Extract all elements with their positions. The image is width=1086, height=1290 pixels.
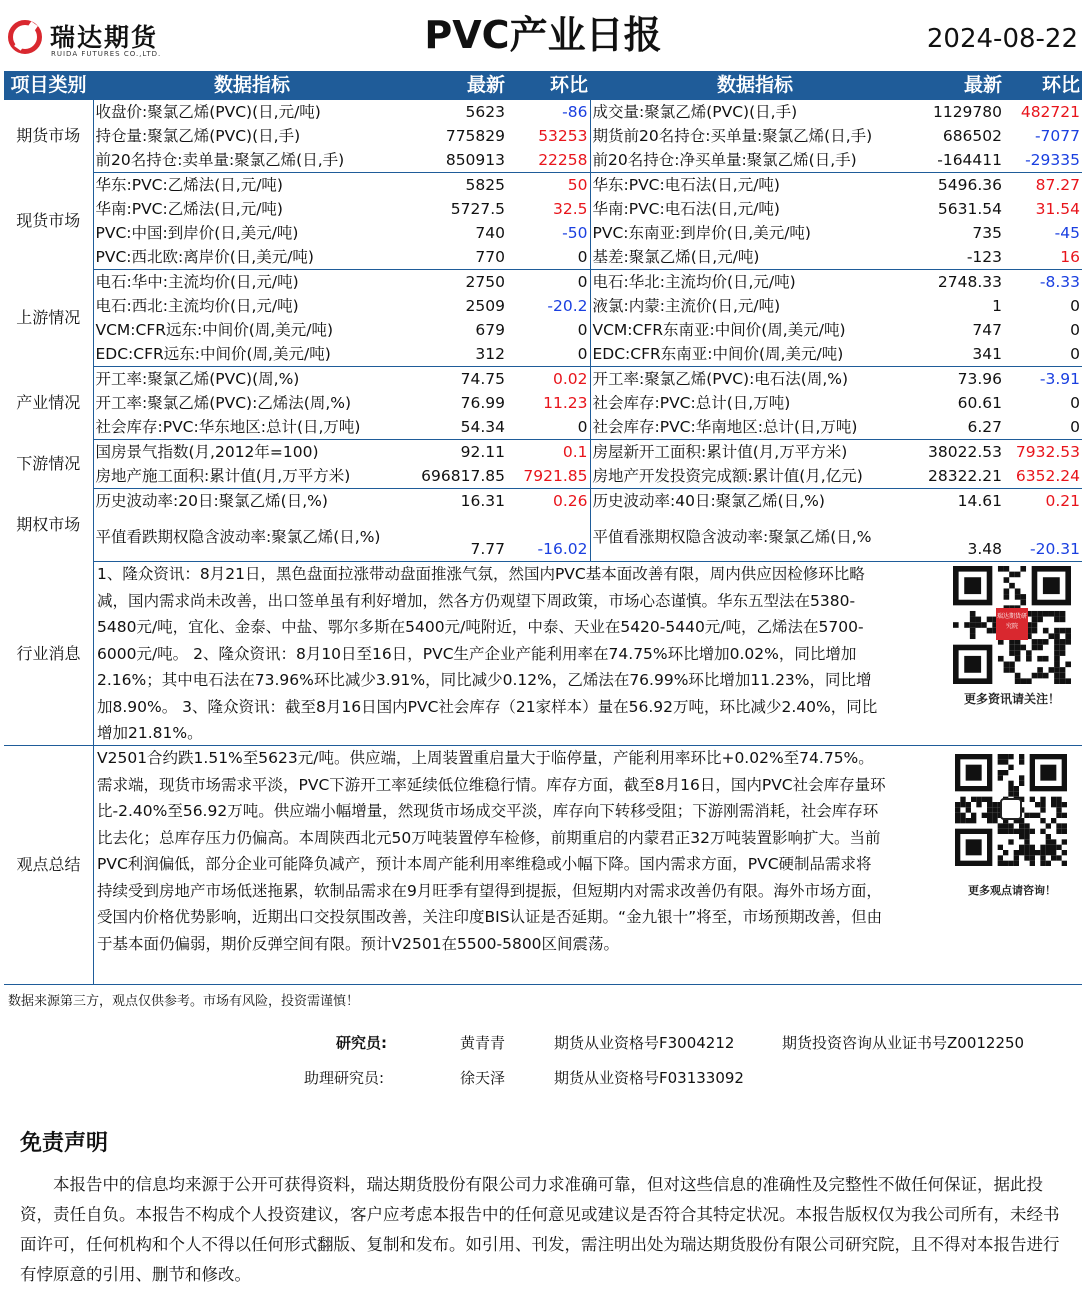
category-cell: 产业情况: [4, 367, 93, 440]
latest-value: 73.96: [957, 370, 1002, 388]
table-row: [4, 100, 1082, 124]
indicator-name: 电石:华中:主流均价(日,元/吨): [95, 273, 299, 291]
change-value: 53253: [507, 124, 590, 148]
change-value: 0: [1070, 394, 1080, 412]
table-row: [4, 391, 1082, 415]
indicator-name: 历史波动率:40日:聚氯乙烯(日,%): [592, 492, 825, 510]
change-value: -50: [507, 221, 590, 245]
col-header: 最新: [411, 71, 507, 100]
col-header: 环比: [1004, 71, 1082, 100]
latest-value: 686502: [942, 127, 1002, 145]
disclaimer-title: 免责声明: [20, 1131, 109, 1156]
latest-value: 735: [972, 224, 1002, 242]
indicator-name: 液氯:内蒙:主流价(日,元/吨): [592, 297, 781, 315]
col-header: 环比: [507, 71, 590, 100]
latest-value: 38022.53: [928, 443, 1002, 461]
report-title: PVC产业日报: [424, 13, 662, 57]
disclaimer-body: 本报告中的信息均来源于公开可获得资料，瑞达期货股份有限公司力求准确可靠，但对这些信息的准确性及完整性不做任何保证，据此投资，责任自负。本报告不构成个人投资建议，客户应考虑本报告中的任何意见或建议是否符合其特定状况。本报告版权仅为我公司所有，未经书面许可，任何机构和个人不得以任何形式翻版、复制和发布。如引用、刊发，需注明出处为瑞达期货股份有限公司研究院，且不得对本报告进行有悖原意的引用、删节和修改。: [20, 1175, 1060, 1284]
latest-value: 2750: [465, 273, 505, 291]
change-value: -20.2: [507, 294, 590, 318]
report-header: [0, 0, 1086, 68]
indicator-name: 社会库存:PVC:华东地区:总计(日,万吨): [93, 415, 411, 440]
change-value: 0: [1070, 321, 1080, 339]
logo-subtext: RUIDA FUTURES CO.,LTD.: [51, 50, 162, 58]
change-value: 0.21: [1045, 492, 1080, 510]
indicator-name: 前20名持仓:净买单量:聚氯乙烯(日,手): [590, 148, 920, 173]
latest-value: 74.75: [460, 370, 505, 388]
change-value: 22258: [507, 148, 590, 173]
latest-value: 770: [411, 245, 507, 270]
latest-value: -164411: [920, 148, 1004, 173]
latest-value: 850913: [411, 148, 507, 173]
table-row: [4, 221, 1082, 245]
indicator-name: 成交量:聚氯乙烯(PVC)(日,手): [592, 103, 798, 121]
assistant-cert: 期货从业资格号F03133092: [554, 1069, 744, 1087]
change-value: -45: [1054, 224, 1080, 242]
category-cell: 上游情况: [4, 270, 93, 367]
news-category: 行业消息: [4, 562, 94, 745]
indicator-name: 开工率:聚氯乙烯(PVC):电石法(周,%): [592, 370, 849, 388]
change-value: 0: [507, 270, 590, 295]
table-row: [4, 440, 1082, 465]
latest-value: 5623: [465, 103, 505, 121]
latest-value: 2748.33: [937, 273, 1002, 291]
indicator-name: VCM:CFR远东:中间价(周,美元/吨): [95, 321, 333, 339]
table-row: [4, 318, 1082, 342]
col-header: 数据指标: [590, 71, 920, 100]
table-row: [4, 124, 1082, 148]
indicator-name: 基差:聚氯乙烯(日,元/吨): [590, 245, 920, 270]
wechat-icon: [1000, 798, 1022, 820]
category-cell: 期权市场: [4, 489, 93, 562]
indicator-name: 收盘价:聚氯乙烯(PVC)(日,元/吨): [95, 103, 321, 121]
indicator-name: 房屋新开工面积:累计值(月,万平方米): [592, 443, 848, 461]
table-row: [4, 197, 1082, 221]
view-text: V2501合约跌1.51%至5623元/吨。供应端，上周装置重启量大于临停量，产能利用率环比+0.02%至74.75%。需求端，现货市场需求平淡，PVC下游开工率延续低位维稳行情。库存方面，截至8月16日，国内PVC社会库存量环比-2.40%至56.92万吨。供应端小幅增量，然现货市场成交平淡，库存向下转移受阻；下游刚需消耗，社会库存环比去化；总库存压力仍偏高。本周陕西北元50万吨装置停车检修，前期重启的内蒙君正32万吨装置影响扩大。当前PVC利润偏低，部分企业可能降负减产，预计本周产能利用率维稳或小幅下降。国内需求方面，PVC硬制品需求将持续受到房地产市场低迷拖累，软制品需求在9月旺季有望得到提振，但短期内对需求改善仍有限。海外市场方面，受国内价格优势影响，近期出口交投氛围改善，关注印度BIS认证是否延期。“金九银十”将至，市场预期改善，但由于基本面仍偏弱，期价反弹空间有限。预计V2501在5500-5800区间震荡。: [97, 749, 886, 953]
change-value: -8.33: [1039, 273, 1080, 291]
change-value: -16.02: [507, 513, 590, 562]
indicator-name: 国房景气指数(月,2012年=100): [95, 443, 319, 461]
indicator-name: 持仓量:聚氯乙烯(PVC)(日,手): [95, 127, 301, 145]
latest-value: -123: [920, 245, 1004, 270]
indicator-name: 华南:PVC:乙烯法(日,元/吨): [95, 200, 283, 218]
qr-center-logo: 瑞达期货研究院: [996, 608, 1028, 640]
change-value: -3.91: [1039, 370, 1080, 388]
qr-caption: 更多资讯请关注！: [963, 692, 1060, 706]
latest-value: 3.48: [920, 513, 1004, 562]
category-cell: 期货市场: [4, 100, 93, 173]
latest-value: 16.31: [460, 492, 505, 510]
indicator-name: 华东:PVC:电石法(日,元/吨): [592, 176, 780, 194]
data-table: [4, 71, 1082, 562]
researcher-cert: 期货从业资格号F3004212: [554, 1034, 735, 1052]
indicator-name: 平值看跌期权隐含波动率:聚氯乙烯(日,%): [93, 513, 411, 562]
latest-value: 76.99: [460, 394, 505, 412]
latest-value: 312: [411, 342, 507, 367]
change-value: 0: [1004, 415, 1082, 440]
table-row: [4, 148, 1082, 173]
table-row: [4, 270, 1082, 295]
indicator-name: 平值看涨期权隐含波动率:聚氯乙烯(日,%: [590, 513, 920, 562]
table-row: [4, 415, 1082, 440]
latest-value: 60.61: [957, 394, 1002, 412]
change-value: 0: [507, 245, 590, 270]
researcher-label: 研究员:: [336, 1034, 387, 1052]
table-row: [4, 173, 1082, 198]
change-value: 7921.85: [507, 464, 590, 489]
category-cell: 下游情况: [4, 440, 93, 489]
latest-value: 5631.54: [937, 200, 1002, 218]
col-header: 项目类别: [4, 71, 93, 100]
change-value: 0: [1004, 342, 1082, 367]
indicator-name: 房地产开发投资完成额:累计值(月,亿元): [590, 464, 920, 489]
latest-value: 341: [920, 342, 1004, 367]
latest-value: 747: [972, 321, 1002, 339]
change-value: -20.31: [1004, 513, 1082, 562]
change-value: 31.54: [1035, 200, 1080, 218]
change-value: 482721: [1020, 103, 1080, 121]
logo-text: 瑞达期货: [50, 23, 159, 52]
latest-value: 1: [992, 297, 1002, 315]
change-value: -86: [507, 100, 590, 124]
researcher-consult-cert: 期货投资咨询从业证书号Z0012250: [782, 1034, 1025, 1052]
table-row: [4, 342, 1082, 367]
news-text: 1、隆众资讯：8月21日，黑色盘面拉涨带动盘面推涨气氛，然国内PVC基本面改善有限，周内供应因检修环比略减，国内需求尚未改善，出口签单虽有利好增加，然各方仍观望下周政策，市场心态谨慎。华东五型法在5380-5480元/吨，宜化、金泰、中盐、鄂尔多斯在5400元/吨附近，中泰、天业在5420-5440元/吨，乙烯法在5700-6000元/吨。 2、隆众资讯：8月10日至16日，PVC生产企业产能利用率在74.75%环比增加0.02%，同比增加2.16%；其中电石法在73.96%环比减少3.91%，同比减少0.12%，乙烯法在76.99%环比增加11.23%，同比增加8.90%。 3、隆众资讯：截至8月16日国内PVC社会库存（21家样本）量在56.92万吨，环比减少2.40%，同比增加21.81%。: [97, 565, 878, 742]
indicator-name: 社会库存:PVC:华南地区:总计(日,万吨): [590, 415, 920, 440]
latest-value: 2509: [465, 297, 505, 315]
latest-value: 14.61: [957, 492, 1002, 510]
indicator-name: 开工率:聚氯乙烯(PVC):乙烯法(周,%): [95, 394, 352, 412]
table-row: [4, 489, 1082, 514]
change-value: -7077: [1034, 127, 1080, 145]
change-value: 0: [507, 318, 590, 342]
report-date: 2024-08-22: [926, 24, 1078, 54]
indicator-name: 华南:PVC:电石法(日,元/吨): [592, 200, 780, 218]
change-value: 0.02: [507, 367, 590, 392]
col-header: 数据指标: [93, 71, 411, 100]
table-header-row: [4, 71, 1082, 100]
latest-value: 5496.36: [937, 176, 1002, 194]
change-value: 0.26: [507, 489, 590, 514]
table-row: [4, 513, 1082, 562]
indicator-name: 社会库存:PVC:总计(日,万吨): [592, 394, 791, 412]
indicator-name: EDC:CFR远东:中间价(周,美元/吨): [93, 342, 411, 367]
indicator-name: 房地产施工面积:累计值(月,万平方米): [93, 464, 411, 489]
indicator-name: 电石:华北:主流均价(日,元/吨): [592, 273, 796, 291]
change-value: 16: [1004, 245, 1082, 270]
change-value: 87.27: [1035, 176, 1080, 194]
latest-value: 5825: [465, 176, 505, 194]
researcher-name: 黄青青: [460, 1034, 506, 1052]
latest-value: 6.27: [920, 415, 1004, 440]
indicator-name: 前20名持仓:卖单量:聚氯乙烯(日,手): [93, 148, 411, 173]
change-value: 0.1: [507, 440, 590, 465]
change-value: -29335: [1004, 148, 1082, 173]
change-value: 32.5: [507, 197, 590, 221]
indicator-name: 期货前20名持仓:买单量:聚氯乙烯(日,手): [592, 127, 873, 145]
table-row: [4, 294, 1082, 318]
indicator-name: 历史波动率:20日:聚氯乙烯(日,%): [95, 492, 328, 510]
change-value: 6352.24: [1004, 464, 1082, 489]
latest-value: 1129780: [932, 103, 1002, 121]
indicator-name: PVC:中国:到岸价(日,美元/吨): [95, 224, 299, 242]
change-value: 0: [1070, 297, 1080, 315]
indicator-name: 开工率:聚氯乙烯(PVC)(周,%): [95, 370, 300, 388]
latest-value: 54.34: [411, 415, 507, 440]
indicator-name: EDC:CFR东南亚:中间价(周,美元/吨): [590, 342, 920, 367]
indicator-name: PVC:西北欧:离岸价(日,美元/吨): [93, 245, 411, 270]
qr-caption: 更多观点请咨询！: [968, 884, 1056, 897]
table-row: [4, 367, 1082, 392]
latest-value: 7.77: [411, 513, 507, 562]
change-value: 50: [507, 173, 590, 198]
col-header: 最新: [920, 71, 1004, 100]
source-note: 数据来源第三方，观点仅供参考。市场有风险，投资需谨慎！: [8, 994, 360, 1009]
change-value: 7932.53: [1015, 443, 1080, 461]
assistant-name: 徐天泽: [460, 1069, 506, 1087]
change-value: 11.23: [507, 391, 590, 415]
assistant-label: 助理研究员:: [304, 1069, 385, 1087]
latest-value: 92.11: [460, 443, 505, 461]
indicator-name: PVC:东南亚:到岸价(日,美元/吨): [592, 224, 811, 242]
table-row: [4, 464, 1082, 489]
category-cell: 现货市场: [4, 173, 93, 270]
latest-value: 679: [475, 321, 505, 339]
latest-value: 5727.5: [450, 200, 505, 218]
table-row: [4, 245, 1082, 270]
view-category: 观点总结: [4, 746, 94, 984]
indicator-name: 华东:PVC:乙烯法(日,元/吨): [95, 176, 283, 194]
latest-value: 740: [475, 224, 505, 242]
indicator-name: VCM:CFR东南亚:中间价(周,美元/吨): [592, 321, 846, 339]
latest-value: 696817.85: [411, 464, 507, 489]
change-value: 0: [507, 415, 590, 440]
latest-value: 28322.21: [920, 464, 1004, 489]
indicator-name: 电石:西北:主流均价(日,元/吨): [95, 297, 299, 315]
change-value: 0: [507, 342, 590, 367]
latest-value: 775829: [445, 127, 505, 145]
